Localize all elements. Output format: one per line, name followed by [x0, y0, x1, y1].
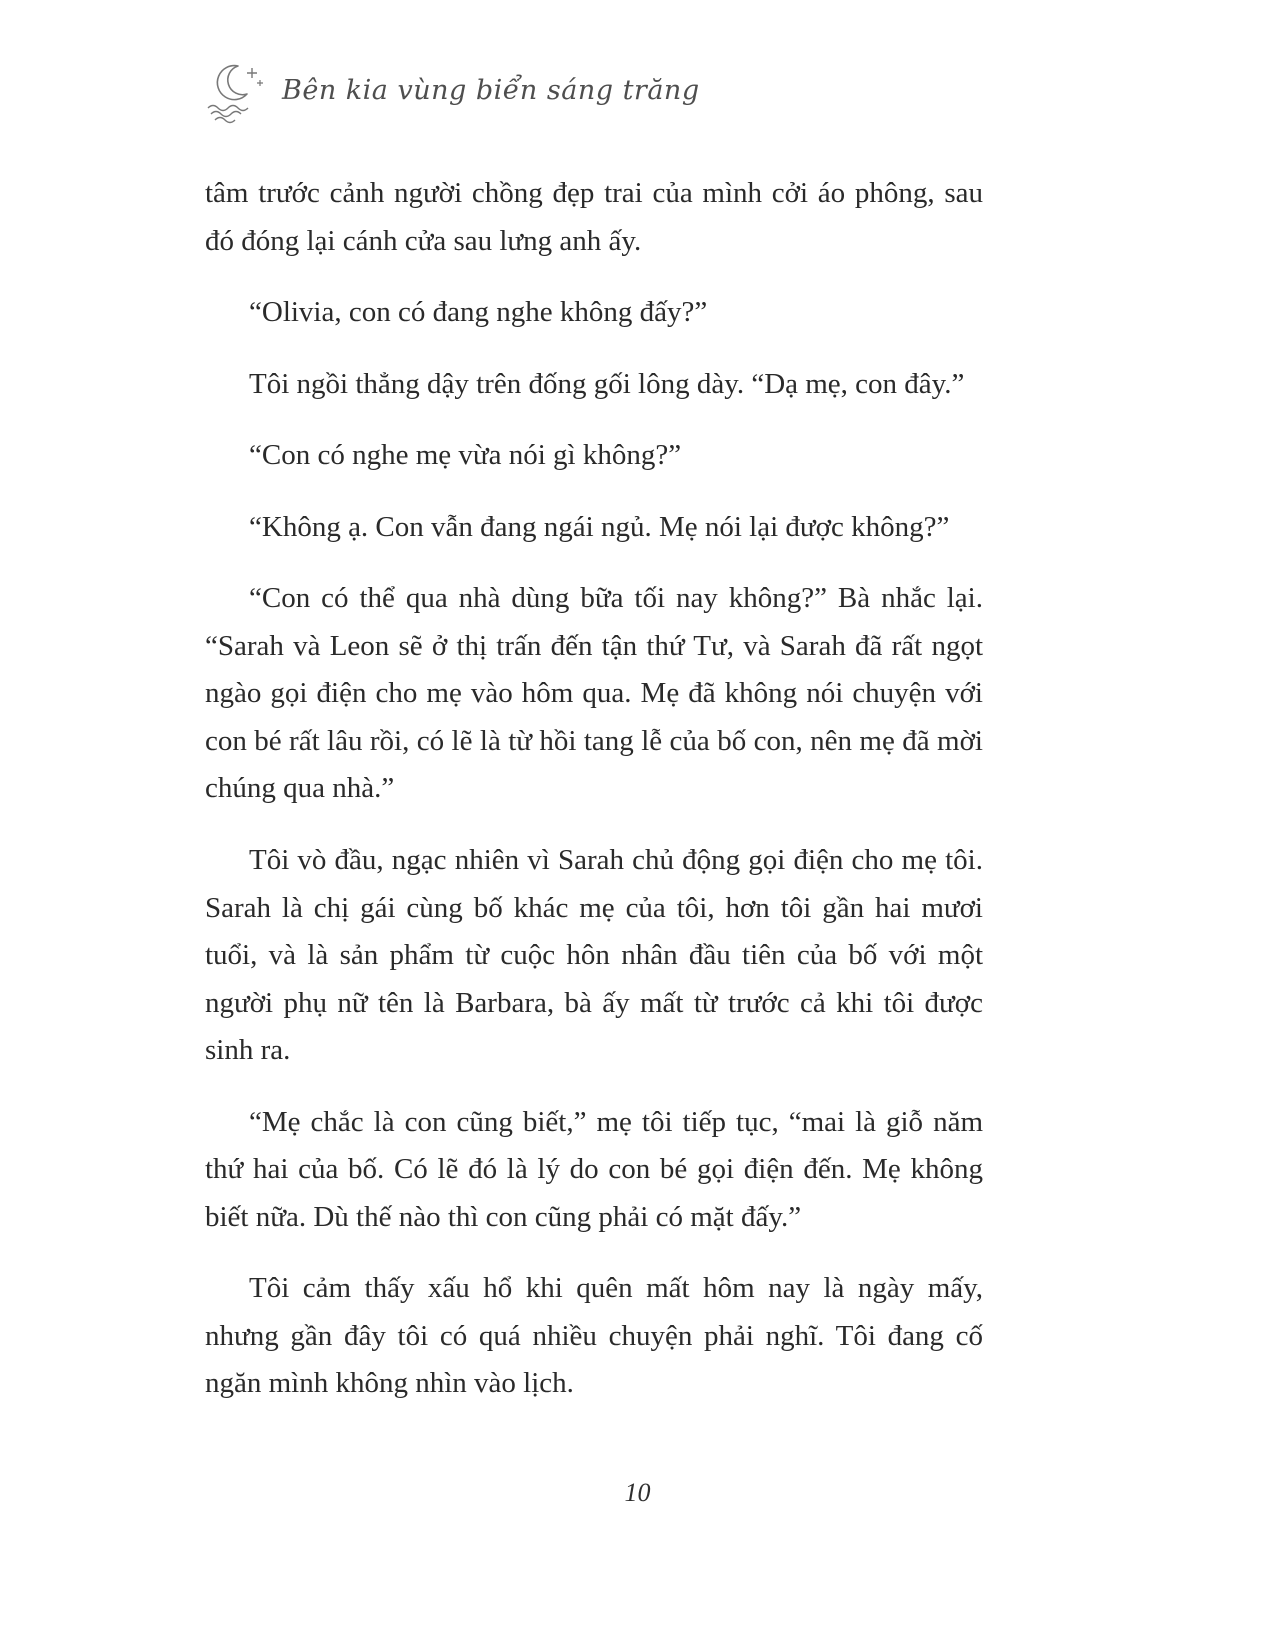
paragraph: “Olivia, con có đang nghe không đấy?” — [249, 296, 708, 329]
page-number: 10 — [624, 1478, 651, 1507]
page-header — [200, 62, 700, 124]
moon-wave-logo-icon — [200, 62, 266, 124]
paragraph: “Không ạ. Con vẫn đang ngái ngủ. Mẹ nói lại được không?” — [249, 510, 950, 543]
paragraph: “Mẹ chắc là con cũng biết,” mẹ tôi tiếp tục, “mai là giỗ năm thứ hai của bố. Có lẽ đó là lý do con bé gọi điện đến. Mẹ không biết nữa. Dù thế nào thì con cũng phải có mặt đấy.” — [205, 1105, 983, 1233]
paragraph: “Con có nghe mẹ vừa nói gì không?” — [249, 439, 682, 472]
paragraph: Tôi ngồi thẳng dậy trên đống gối lông dày. “Dạ mẹ, con đây.” — [249, 367, 965, 400]
paragraph: Tôi vò đầu, ngạc nhiên vì Sarah chủ động gọi điện cho mẹ tôi. Sarah là chị gái cùng bố khác mẹ của tôi, hơn tôi gần hai mươi tuổi, và là sản phẩm từ cuộc hôn nhân đầu tiên của bố với một người phụ nữ tên là Barbara, bà ấy mất từ trước cả khi tôi được sinh ra. — [205, 844, 983, 1067]
page-body — [205, 170, 983, 1432]
paragraph: Tôi cảm thấy xấu hổ khi quên mất hôm nay là ngày mấy, nhưng gần đây tôi có quá nhiều chuyện phải nghĩ. Tôi đang cố ngăn mình không nhìn vào lịch. — [205, 1272, 983, 1400]
paragraph: “Con có thể qua nhà dùng bữa tối nay không?” Bà nhắc lại. “Sarah và Leon sẽ ở thị trấn đến tận thứ Tư, và Sarah đã rất ngọt ngào gọi điện cho mẹ vào hôm qua. Mẹ đã không nói chuyện với con bé rất lâu rồi, có lẽ là từ hồi tang lễ của bố con, nên mẹ đã mời chúng qua nhà.” — [205, 582, 983, 805]
running-book-title: Bên kia vùng biển sáng trăng — [282, 74, 700, 106]
paragraph: tâm trước cảnh người chồng đẹp trai của mình cởi áo phông, sau đó đóng lại cánh cửa sau lưng anh ấy. — [205, 177, 983, 257]
